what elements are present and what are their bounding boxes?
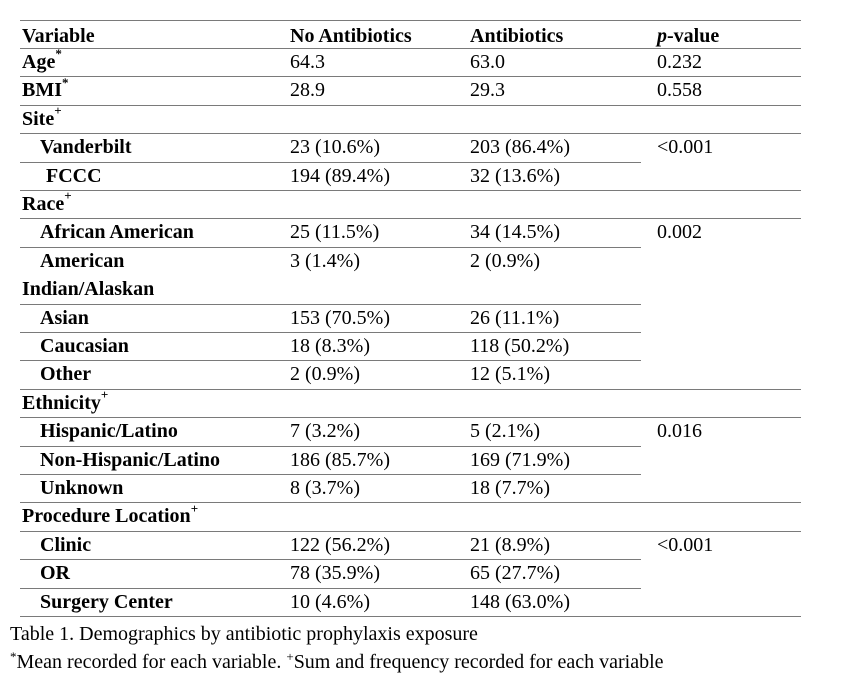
- row-label-text: Unknown: [40, 477, 124, 499]
- cell-p-value: 0.016: [657, 420, 702, 443]
- row-label: [40, 448, 220, 472]
- cell-antibiotics: 26 (11.1%): [470, 306, 560, 329]
- row-label: [40, 362, 91, 386]
- row-label-text: Race: [22, 193, 65, 215]
- cell-no-antibiotics: 153 (70.5%): [290, 306, 390, 329]
- row-label: [22, 103, 62, 131]
- row-rule: [20, 247, 641, 248]
- row-rule: [20, 105, 801, 106]
- cell-antibiotics: 2 (0.9%): [470, 249, 540, 272]
- row-rule: [20, 389, 801, 390]
- row-rule: [20, 162, 641, 163]
- row-label-text: African American: [40, 221, 194, 244]
- cell-antibiotics: 29.3: [470, 79, 505, 102]
- row-label-text: Indian/Alaskan: [22, 278, 155, 301]
- row-label-text: Ethnicity: [22, 391, 101, 414]
- cell-antibiotics: 32 (13.6%): [470, 164, 560, 187]
- cell-antibiotics: 34 (14.5%): [470, 221, 560, 244]
- cell-no-antibiotics: 2 (0.9%): [290, 363, 360, 386]
- row-rule: [20, 559, 641, 560]
- footnote-sum-text: Sum and frequency recorded for each variable: [293, 651, 664, 673]
- row-rule: [20, 446, 641, 447]
- header-no-antibiotics: No Antibiotics: [290, 25, 412, 47]
- row-label-mark: *: [55, 46, 62, 62]
- table-caption: Table 1. Demographics by antibiotic prophylaxis exposure: [10, 623, 478, 645]
- row-rule: [20, 218, 801, 219]
- row-rule: [20, 190, 801, 191]
- table-top-rule: [20, 20, 801, 21]
- row-label: [22, 277, 154, 301]
- row-label-text: BMI: [22, 79, 62, 102]
- row-label: [40, 561, 70, 585]
- cell-no-antibiotics: 28.9: [290, 79, 325, 102]
- table-footnote: [10, 650, 664, 676]
- row-label: [22, 74, 69, 102]
- header-p-value: [657, 24, 719, 48]
- cell-antibiotics: 12 (5.1%): [470, 363, 550, 386]
- row-label-text: Surgery Center: [40, 590, 173, 613]
- row-label-mark: +: [54, 103, 62, 119]
- cell-no-antibiotics: 10 (4.6%): [290, 590, 370, 613]
- row-label-mark: +: [190, 500, 199, 516]
- row-rule: [20, 588, 641, 589]
- header-bottom-rule: [20, 48, 801, 49]
- row-label: [40, 249, 124, 273]
- row-label: [22, 46, 62, 74]
- cell-no-antibiotics: 8 (3.7%): [290, 477, 360, 499]
- header-antibiotics: Antibiotics: [470, 25, 564, 47]
- row-label-text: Asian: [40, 306, 89, 329]
- row-label: [22, 387, 109, 415]
- cell-p-value: 0.232: [657, 51, 702, 73]
- row-rule: [20, 531, 801, 532]
- row-label-text: Procedure Location: [22, 505, 191, 528]
- row-label-text: Age: [22, 51, 56, 73]
- row-label-text: Clinic: [40, 533, 92, 556]
- cell-p-value: <0.001: [657, 136, 714, 159]
- row-label: [46, 164, 102, 188]
- row-label-mark: *: [62, 74, 69, 90]
- cell-antibiotics: 203 (86.4%): [470, 136, 570, 159]
- row-label: [22, 500, 199, 528]
- row-label-text: Site: [22, 107, 55, 130]
- footnote-mark-sum: +: [286, 649, 294, 664]
- cell-antibiotics: 148 (63.0%): [470, 590, 570, 613]
- cell-no-antibiotics: 25 (11.5%): [290, 221, 380, 244]
- cell-no-antibiotics: 64.3: [290, 51, 325, 73]
- row-label-text: FCCC: [46, 164, 102, 187]
- cell-no-antibiotics: 23 (10.6%): [290, 136, 380, 159]
- cell-antibiotics: 18 (7.7%): [470, 477, 550, 499]
- row-label: [40, 334, 129, 358]
- cell-no-antibiotics: 18 (8.3%): [290, 335, 370, 357]
- cell-no-antibiotics: 3 (1.4%): [290, 249, 360, 272]
- cell-no-antibiotics: 186 (85.7%): [290, 448, 390, 471]
- header-variable: Variable: [22, 25, 95, 47]
- row-label: [40, 306, 89, 330]
- cell-no-antibiotics: 122 (56.2%): [290, 533, 390, 556]
- row-rule: [20, 616, 801, 617]
- row-rule: [20, 332, 641, 333]
- cell-p-value: 0.002: [657, 221, 702, 244]
- row-label-mark: +: [64, 188, 72, 204]
- cell-antibiotics: 63.0: [470, 51, 505, 73]
- row-rule: [20, 360, 641, 361]
- row-label: [40, 135, 132, 159]
- row-label: [40, 533, 91, 557]
- footnote-mark-mean: *: [10, 649, 17, 664]
- row-label-mark: +: [100, 387, 109, 403]
- cell-no-antibiotics: 194 (89.4%): [290, 164, 390, 187]
- row-label-text: Hispanic/Latino: [40, 420, 178, 443]
- cell-antibiotics: 5 (2.1%): [470, 420, 540, 443]
- row-rule: [20, 502, 801, 503]
- row-label-text: Vanderbilt: [40, 136, 132, 159]
- cell-antibiotics: 118 (50.2%): [470, 335, 570, 357]
- header-p-italic: p: [657, 25, 667, 47]
- cell-no-antibiotics: 78 (35.9%): [290, 562, 380, 585]
- cell-antibiotics: 169 (71.9%): [470, 448, 570, 471]
- row-rule: [20, 133, 801, 134]
- row-label-text: Other: [40, 363, 92, 386]
- row-label: [40, 220, 194, 244]
- row-rule: [20, 76, 801, 77]
- row-label-text: Caucasian: [40, 335, 129, 357]
- row-label-text: American: [40, 249, 125, 272]
- cell-p-value: 0.558: [657, 79, 702, 102]
- row-rule: [20, 474, 641, 475]
- cell-antibiotics: 21 (8.9%): [470, 533, 550, 556]
- row-label: [40, 590, 173, 614]
- row-rule: [20, 304, 641, 305]
- cell-p-value: <0.001: [657, 533, 714, 556]
- row-rule: [20, 417, 801, 418]
- row-label-text: OR: [40, 562, 70, 585]
- cell-antibiotics: 65 (27.7%): [470, 562, 560, 585]
- footnote-mean-text: Mean recorded for each variable.: [16, 651, 287, 673]
- cell-no-antibiotics: 7 (3.2%): [290, 420, 360, 443]
- header-p-rest: -value: [667, 25, 720, 47]
- row-label-text: Non-Hispanic/Latino: [40, 448, 221, 471]
- row-label: [22, 188, 72, 216]
- row-label: [40, 476, 123, 500]
- row-label: [40, 419, 178, 443]
